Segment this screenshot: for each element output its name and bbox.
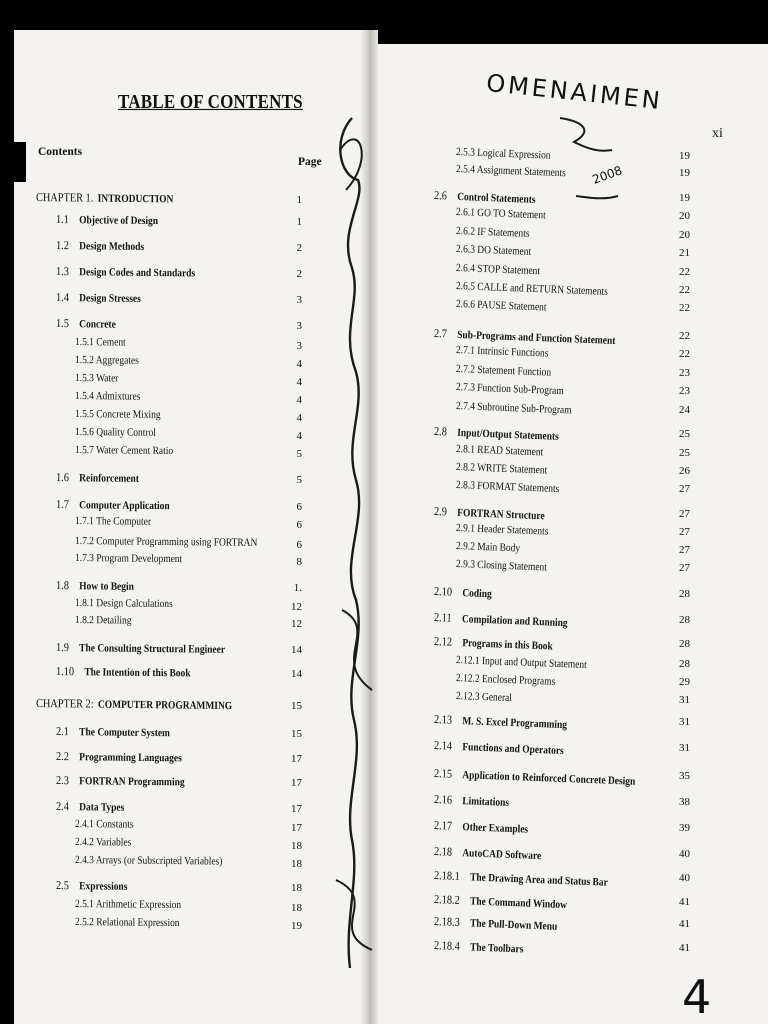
toc-entry-page: 15 (291, 728, 302, 740)
toc-entry-page: 19 (679, 167, 690, 179)
toc-entry-title: Concrete (79, 318, 116, 331)
toc-entry-page: 4 (296, 376, 302, 388)
toc-entry-title: 2.5.1 Arithmetic Expression (74, 898, 182, 912)
toc-entry-title: Expressions (79, 880, 128, 893)
toc-entry-page: 25 (679, 447, 690, 459)
toc-entry-page: 38 (679, 796, 690, 808)
toc-entry-page: 23 (679, 367, 690, 379)
toc-entry-number: 2.7 (433, 326, 448, 341)
toc-entry-page: 2 (296, 242, 302, 254)
toc-entry-title: 2.8.1 READ Statement (455, 443, 544, 459)
contents-label: Contents (38, 146, 83, 158)
toc-entry-number: 2.10 (433, 584, 453, 599)
toc-entry-title: The Intention of this Book (84, 666, 191, 680)
toc-entry-number: 1.6 (55, 470, 69, 485)
toc-entry-title: Limitations (462, 795, 510, 809)
toc-entry-page: 28 (679, 658, 690, 670)
toc-entry-title: AutoCAD Software (462, 847, 542, 863)
toc-entry-page: 40 (679, 872, 690, 884)
toc-entry-page: 19 (679, 150, 690, 162)
toc-entry-title: 2.5.2 Relational Expression (74, 916, 180, 930)
toc-entry-number: 2.1 (55, 724, 69, 739)
toc-entry-title: 1.7.1 The Computer (74, 515, 152, 528)
toc-entry-page: 22 (679, 302, 690, 314)
toc-entry-title: 2.4.2 Variables (74, 836, 132, 849)
toc-entry-page: 6 (296, 539, 302, 551)
toc-entry-title: Design Methods (79, 240, 145, 253)
toc-entry-page: 19 (291, 920, 302, 932)
toc-entry-number: 2.18.4 (433, 938, 461, 953)
toc-entry-title: COMPUTER PROGRAMMING (97, 698, 233, 713)
toc-entry-page: 24 (679, 404, 690, 416)
toc-entry-number: 1.10 (55, 664, 75, 679)
toc-entry-title: Computer Application (79, 499, 170, 513)
toc-entry-number: 2.18 (433, 844, 453, 859)
toc-entry-title: The Consulting Structural Engineer (79, 642, 226, 656)
toc-entry-number: 1.3 (55, 264, 69, 279)
toc-entry-page: 18 (291, 882, 302, 894)
toc-entry-page: 12 (291, 618, 302, 630)
toc-entry-title: 2.7.3 Function Sub-Program (455, 381, 564, 398)
toc-entry-page: 28 (679, 588, 690, 600)
toc-entry-title: The Drawing Area and Status Bar (469, 871, 609, 889)
toc-entry-number: 1.1 (55, 212, 69, 227)
toc-entry-number: 2.12 (433, 634, 453, 649)
toc-entry-page: 15 (291, 700, 302, 712)
toc-entry-title: 2.6.5 CALLE and RETURN Statements (455, 280, 608, 298)
toc-entry-page: 31 (679, 742, 690, 754)
toc-entry-page: 27 (679, 562, 690, 574)
toc-entry-page: 3 (296, 320, 302, 332)
toc-entry-title: Sub-Programs and Function Statement (456, 328, 616, 347)
toc-entry-title: 2.6.6 PAUSE Statement (455, 298, 547, 314)
toc-entry-number: 2.5 (55, 878, 69, 893)
toc-entry-number: 1.2 (55, 238, 69, 253)
toc-entry-page: 28 (679, 614, 690, 626)
toc-entry-title: Compilation and Running (461, 613, 568, 630)
toc-entry-page: 4 (296, 394, 302, 406)
toc-entry-page: 17 (291, 803, 302, 815)
toc-entry-title: 1.5.4 Admixtures (74, 390, 141, 403)
toc-entry-number: 2.17 (433, 818, 453, 833)
toc-entry-title: 1.8.1 Design Calculations (74, 597, 173, 611)
toc-entry-page: 27 (679, 544, 690, 556)
toc-entry-page: 22 (679, 266, 690, 278)
toc-entry-page: 21 (679, 247, 690, 259)
toc-entry-number: 2.3 (55, 773, 69, 788)
toc-entry-page: 1 (296, 194, 302, 206)
toc-entry-number: 2.2 (55, 749, 69, 764)
toc-entry-title: 1.8.2 Detailing (74, 614, 132, 627)
toc-entry-title: Reinforcement (79, 472, 139, 485)
toc-entry-page: 22 (679, 284, 690, 296)
toc-entry-number: 2.18.1 (433, 868, 461, 883)
toc-entry-page: 31 (679, 694, 690, 706)
toc-heading: TABLE OF CONTENTS (118, 90, 303, 113)
toc-entry-number: 2.15 (433, 766, 453, 781)
toc-entry-title: Other Examples (462, 821, 529, 836)
toc-entry-page: 26 (679, 465, 690, 477)
toc-entry-page: 6 (296, 501, 302, 513)
toc-entry-number: 2.18.3 (433, 914, 461, 929)
toc-entry-page: 20 (679, 229, 690, 241)
toc-entry-number: 2.14 (433, 738, 453, 753)
toc-entry-title: Design Codes and Standards (79, 266, 196, 280)
toc-entry-title: Functions and Operators (462, 741, 564, 757)
toc-entry-number: 2.6 (433, 188, 448, 203)
toc-entry-title: Application to Reinforced Concrete Design (462, 769, 636, 788)
toc-entry-page: 41 (679, 918, 690, 930)
toc-entry-title: 2.12.2 Enclosed Programs (455, 672, 556, 688)
handwritten-date: 2008 (590, 163, 625, 187)
toc-entry-page: 3 (296, 340, 302, 352)
toc-entry-number: 2.18.2 (433, 892, 461, 907)
toc-entry-number: 1.4 (55, 290, 69, 305)
toc-entry-page: 4 (296, 430, 302, 442)
toc-entry-title: Programs in this Book (462, 637, 554, 653)
toc-entry-page: 39 (679, 822, 690, 834)
toc-entry-title: Coding (462, 587, 493, 601)
toc-entry-page: 35 (679, 770, 690, 782)
toc-entry-title: INTRODUCTION (97, 192, 174, 206)
toc-entry-title: Data Types (79, 801, 125, 814)
toc-entry-number: 2.4 (55, 799, 69, 814)
toc-entry-number: 1.5 (55, 316, 69, 331)
toc-entry-page: 20 (679, 210, 690, 222)
toc-entry-page: 41 (679, 896, 690, 908)
toc-entry-page: 1. (293, 582, 302, 594)
toc-entry-title: 2.9.3 Closing Statement (455, 558, 548, 574)
toc-entry-title: 2.6.3 DO Statement (455, 243, 532, 258)
toc-entry-page: 17 (291, 822, 302, 834)
toc-entry-title: FORTRAN Programming (79, 775, 185, 789)
page-label: Page (298, 156, 322, 168)
toc-entry-number: 2.9 (433, 504, 448, 519)
toc-entry-page: 6 (296, 519, 302, 531)
toc-entry-number: 1.9 (55, 640, 69, 655)
toc-entry-title: 1.5.2 Aggregates (74, 354, 139, 367)
toc-entry-page: 27 (679, 483, 690, 495)
toc-entry-number: 2.8 (433, 424, 448, 439)
toc-entry-title: 1.5.7 Water Cement Ratio (74, 444, 174, 458)
toc-entry-number: CHAPTER 2: (35, 696, 94, 711)
toc-entry-page: 28 (679, 638, 690, 650)
toc-entry-page: 14 (291, 644, 302, 656)
toc-entry-page: 8 (296, 556, 302, 568)
toc-entry-page: 27 (679, 508, 690, 520)
toc-entry-page: 27 (679, 526, 690, 538)
toc-entry-title: Programming Languages (79, 751, 182, 765)
toc-entry-title: FORTRAN Structure (456, 506, 545, 523)
toc-entry-title: 2.7.1 Intrinsic Functions (455, 344, 549, 360)
toc-entry-page: 18 (291, 902, 302, 914)
toc-entry-page: 18 (291, 840, 302, 852)
toc-entry-title: Objective of Design (79, 214, 159, 228)
toc-entry-page: 22 (679, 330, 690, 342)
toc-entry-page: 17 (291, 753, 302, 765)
toc-entry-page: 14 (291, 668, 302, 680)
toc-entry-title: 2.4.3 Arrays (or Subscripted Variables) (74, 854, 223, 868)
toc-entry-title: 2.6.4 STOP Statement (455, 262, 541, 278)
toc-entry-title: 2.6.2 IF Statements (455, 225, 530, 240)
toc-entry-page: 17 (291, 777, 302, 789)
handwritten-corner-mark: 4 (682, 970, 712, 1024)
handwritten-name: OMENAIMEN (485, 68, 665, 116)
toc-entry-title: 1.5.1 Cement (74, 336, 126, 349)
toc-entry-title: Input/Output Statements (456, 426, 560, 443)
toc-entry-title: How to Begin (79, 580, 134, 593)
toc-entry-title: The Computer System (79, 726, 171, 740)
toc-entry-number: 1.7 (55, 497, 69, 512)
toc-entry-page: 23 (679, 385, 690, 397)
toc-entry-title: M. S. Excel Programming (462, 715, 568, 732)
toc-entry-title: 1.5.6 Quality Control (74, 426, 156, 439)
toc-entry-page: 19 (679, 192, 690, 204)
toc-entry-number: 2.13 (433, 712, 453, 727)
toc-entry-title: 1.7.2 Computer Programming using FORTRAN (74, 535, 258, 549)
toc-entry-page: 3 (296, 294, 302, 306)
toc-entry-title: 2.4.1 Constants (74, 818, 134, 831)
toc-entry-page: 5 (296, 448, 302, 460)
toc-entry-page: 40 (679, 848, 690, 860)
toc-entry-page: 25 (679, 428, 690, 440)
toc-entry-title: Design Stresses (79, 292, 141, 305)
toc-entry-title: 2.9.1 Header Statements (455, 522, 549, 538)
toc-entry-number: 2.16 (433, 792, 453, 807)
toc-entry-number: CHAPTER 1. (35, 190, 94, 205)
toc-entry-page: 31 (679, 716, 690, 728)
toc-entry-number: 2.11 (433, 610, 452, 625)
toc-entry-number: 1.8 (55, 578, 69, 593)
toc-entry-page: 12 (291, 601, 302, 613)
toc-entry-title: 1.5.5 Concrete Mixing (74, 408, 161, 421)
toc-entry-page: 18 (291, 858, 302, 870)
toc-entry-title: 2.8.3 FORMAT Statements (455, 479, 560, 495)
toc-entry-page: 29 (679, 676, 690, 688)
toc-entry-page: 1 (296, 216, 302, 228)
page-number: xi (712, 126, 723, 141)
toc-entry-title: Control Statements (456, 190, 536, 206)
toc-entry-title: 2.7.4 Subroutine Sub-Program (455, 400, 572, 417)
toc-entry-title: 2.12.3 General (455, 690, 513, 705)
toc-entry-page: 5 (296, 474, 302, 486)
toc-entry-title: 2.5.4 Assignment Statements (455, 163, 567, 180)
toc-entry-page: 41 (679, 942, 690, 954)
toc-entry-page: 4 (296, 412, 302, 424)
toc-entry-title: 2.9.2 Main Body (455, 540, 521, 555)
toc-entry-title: 2.6.1 GO TO Statement (455, 206, 546, 222)
toc-entry-title: The Toolbars (469, 941, 524, 956)
toc-entry-title: 2.8.2 WRITE Statement (455, 461, 548, 477)
toc-entry-title: 2.5.3 Logical Expression (455, 146, 551, 162)
toc-entry-title: The Command Window (469, 895, 568, 912)
toc-entry-title: 2.12.1 Input and Output Statement (455, 654, 587, 672)
toc-entry-title: 1.5.3 Water (74, 372, 119, 385)
toc-entry-page: 22 (679, 348, 690, 360)
toc-entry-title: The Pull-Down Menu (469, 917, 558, 933)
toc-entry-page: 4 (296, 358, 302, 370)
toc-entry-title: 1.7.3 Program Development (74, 552, 183, 566)
toc-entry-page: 2 (296, 268, 302, 280)
toc-entry-title: 2.7.2 Statement Function (455, 363, 552, 379)
